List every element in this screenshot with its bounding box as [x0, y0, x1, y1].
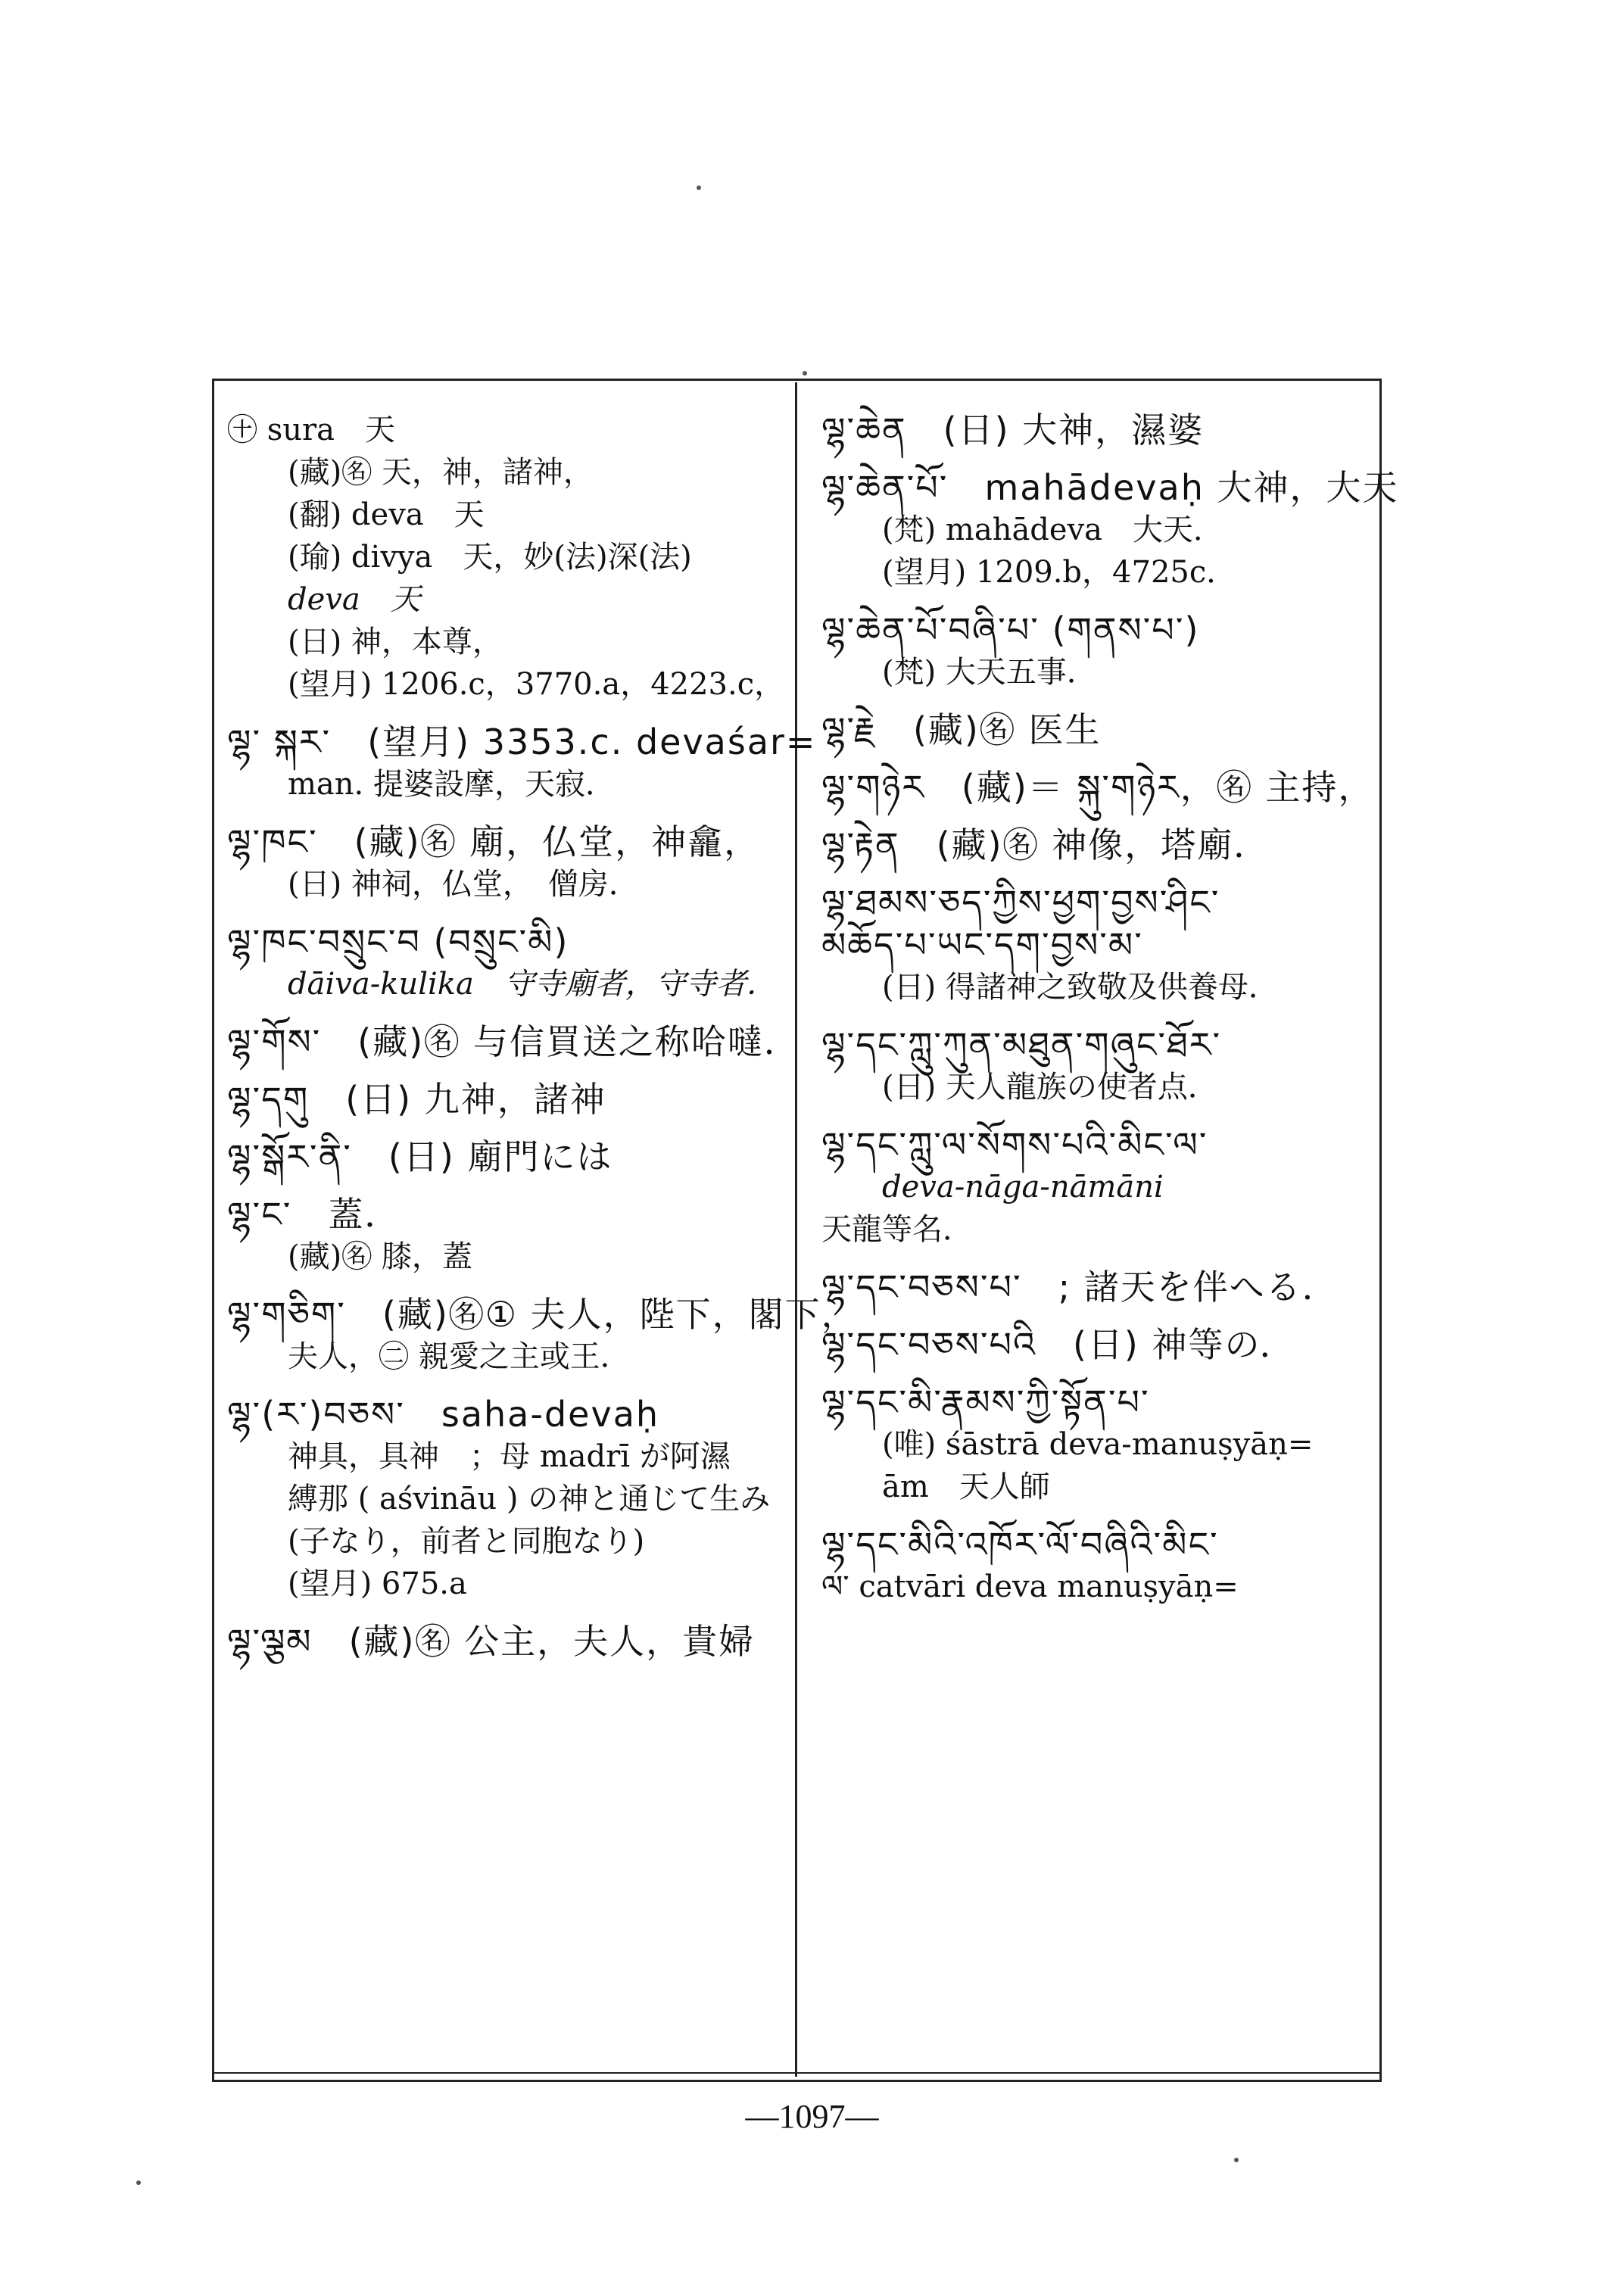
entry-line: ལྷ་གོས་ (藏)㊔ 与信買送之称哈噠．: [227, 1021, 800, 1062]
entry-lha-chen-po: [821, 466, 1399, 594]
entry-line: ལྷ་རྗེ (藏)㊔ 医生: [821, 709, 1102, 750]
entry-line: deva 天: [288, 582, 421, 617]
entry-line: ām 天人師: [882, 1470, 1050, 1504]
entry-lha-khang: [227, 821, 780, 905]
entry-line: ལྷ་སྒོར་ནི་ (日) 廟門には: [227, 1136, 613, 1177]
entry-line: (日) 得諸神之致敬及供養母．: [882, 970, 1279, 1005]
entry-line: (望月) 675.a: [288, 1566, 467, 1601]
entry-lha-bcas: [227, 1393, 780, 1605]
entry-line: ལྷ་ སྐར་ (望月) 3353.c. devaśar=: [227, 722, 817, 762]
entry-line: ལྷ་དང་བཅས་པ་ ; 諸天を伴へる．: [821, 1267, 1339, 1308]
entry-line: (望月) 1209.b，4725c．: [882, 555, 1237, 590]
entry-lha-lcam: [227, 1620, 780, 1663]
entry-sura: [227, 409, 785, 706]
entry-lha-dang-klu-sogs: [821, 1124, 1374, 1251]
entry-lha-dgu: [227, 1078, 780, 1121]
entry-line: ལྷ་ཆེན་པོ་ mahādevaḥ 大神，大天: [821, 467, 1399, 508]
entry-line: ལྷ་ཐམས་ཅད་ཀྱིས་ཕྱག་བྱས་ཤིང་: [821, 882, 1220, 923]
entry-lha-dang-klu-kun: [821, 1024, 1374, 1108]
entry-line: ལྷ་དང་བཅས་པའི (日) 神等の．: [821, 1324, 1296, 1365]
entry-line: (日) 天人龍族の使者点．: [882, 1070, 1218, 1105]
column-divider: [795, 382, 797, 2077]
entry-line: ལྷ་དང་ཀླུ་ལ་སོགས་པའི་མིང་ལ་: [821, 1124, 1208, 1165]
entry-line: 天龍等名．: [821, 1212, 973, 1247]
entry-lha-dang-bcas-pai: [821, 1323, 1374, 1366]
entry-line: ལྷ་ཁང་བསྲུང་བ (བསྲུང་མི): [227, 921, 569, 962]
entry-lha-nga: [227, 1193, 780, 1278]
entry-lha-khang-bsrung: [227, 921, 780, 1005]
entry-line: ལྷ་(ར་)བཅས་ saha-devaḥ: [227, 1394, 660, 1435]
entry-line: (日) 神，本尊，: [288, 625, 503, 659]
entry-line: (子なり，前者と同胞なり): [288, 1524, 645, 1559]
entry-line: ལྷ་ཁང་ (藏)㊔ 廟，仏堂，神龕，: [227, 821, 761, 862]
entry-line: (翻) deva 天: [288, 497, 485, 532]
entry-line: ལྷ་དགུ (日) 九神，諸神: [227, 1079, 606, 1120]
entry-lha-dang-mi-rnams: [821, 1381, 1374, 1508]
entry-lha-gnyer: [821, 766, 1374, 809]
entry-line: ལྷ་ཆེན་པོ་བཞི་པ་ (གནས་པ་): [821, 609, 1200, 650]
entry-line: (梵) 大天五事．: [882, 655, 1097, 690]
entry-line: dāiva-kulika 守寺廟者，守寺者．: [288, 967, 777, 1002]
entry-lha-gcig: [227, 1293, 858, 1378]
entry-line: ལ་ catvāri deva manuṣyāṇ=: [821, 1569, 1239, 1604]
entry-line: ལྷ་ལྕམ (藏)㊔ 公主，夫人，貴婦: [227, 1621, 756, 1662]
page-number: —1097—: [745, 2098, 879, 2135]
entry-lha-sgor: [227, 1136, 780, 1178]
entry-line: མཆོད་པ་ཡང་དག་བྱས་མ་: [821, 924, 1143, 965]
entry-line: ལྷ་དང་མིའི་འཁོར་ལོ་བཞིའི་མིང་: [821, 1524, 1219, 1565]
left-column: [227, 409, 858, 1678]
entry-lha-rje: [821, 709, 1374, 751]
entry-line: deva-nāga-nāmāni: [882, 1170, 1164, 1205]
entry-line: ལྷ་ང་ 蓋．: [227, 1194, 401, 1235]
entry-line: ལྷ་གཉེར (藏)＝ སྐུ་གཉེར，㊔ 主持，: [821, 767, 1375, 808]
entry-line: (望月) 1206.c，3770.a，4223.c，: [288, 667, 785, 702]
scan-speck: [1234, 2158, 1239, 2162]
entry-line: ལྷ་རྟེན (藏)㊔ 神像，塔廟．: [821, 824, 1270, 865]
entry-line: ལྷ་དང་ཀླུ་ཀུན་མཐུན་གཞུང་ཐོར་: [821, 1024, 1222, 1065]
entry-line: man. 提婆設摩，天寂．: [288, 767, 616, 802]
entry-line: (瑜) divya 天，妙(法)深(法): [288, 540, 692, 575]
entry-lha-dang-mii-khor-lo: [821, 1523, 1374, 1608]
entry-lha-chen-po-bzhi: [821, 609, 1374, 693]
entry-line: 縛那 ( aśvināu ) の神と通じて生み: [288, 1482, 771, 1516]
entry-line: ལྷ་གཅིག་ (藏)㊔① 夫人，陛下，閣下，: [227, 1294, 858, 1335]
entry-lha-gos: [227, 1021, 800, 1063]
entry-line: (梵) mahādeva 大天．: [882, 513, 1224, 547]
entry-line: (日) 神祠，仏堂， 僧房．: [288, 867, 639, 902]
right-column: [821, 409, 1399, 1623]
scan-speck: [136, 2180, 141, 2185]
entry-line: ㊉ sura 天: [227, 413, 395, 447]
entry-line: (藏)㊔ 膝，蓋: [288, 1239, 472, 1274]
entry-line: (藏)㊔ 天，神，諸神，: [288, 455, 594, 490]
entry-line: (唯) śāstrā deva-manuṣyāṇ=: [882, 1427, 1314, 1462]
entry-line: ལྷ་ཆེན (日) 大神，濕婆: [821, 410, 1205, 450]
entry-lha-skar: [227, 721, 817, 806]
entry-lha-chen: [821, 409, 1374, 451]
entry-line: ལྷ་དང་མི་རྣམས་ཀྱི་སྟོན་པ་: [821, 1382, 1150, 1423]
entry-lha-dang-bcas-pa: [821, 1266, 1374, 1308]
scan-speck: [803, 371, 807, 376]
entry-line: 夫人，㊁ 親愛之主或王．: [288, 1339, 631, 1374]
entry-lha-thams-cad: [821, 881, 1374, 1008]
entry-line: 神具，具神 ；母 madrī が阿濕: [288, 1439, 731, 1474]
entry-lha-rten: [821, 824, 1374, 866]
scan-speck: [697, 185, 701, 190]
